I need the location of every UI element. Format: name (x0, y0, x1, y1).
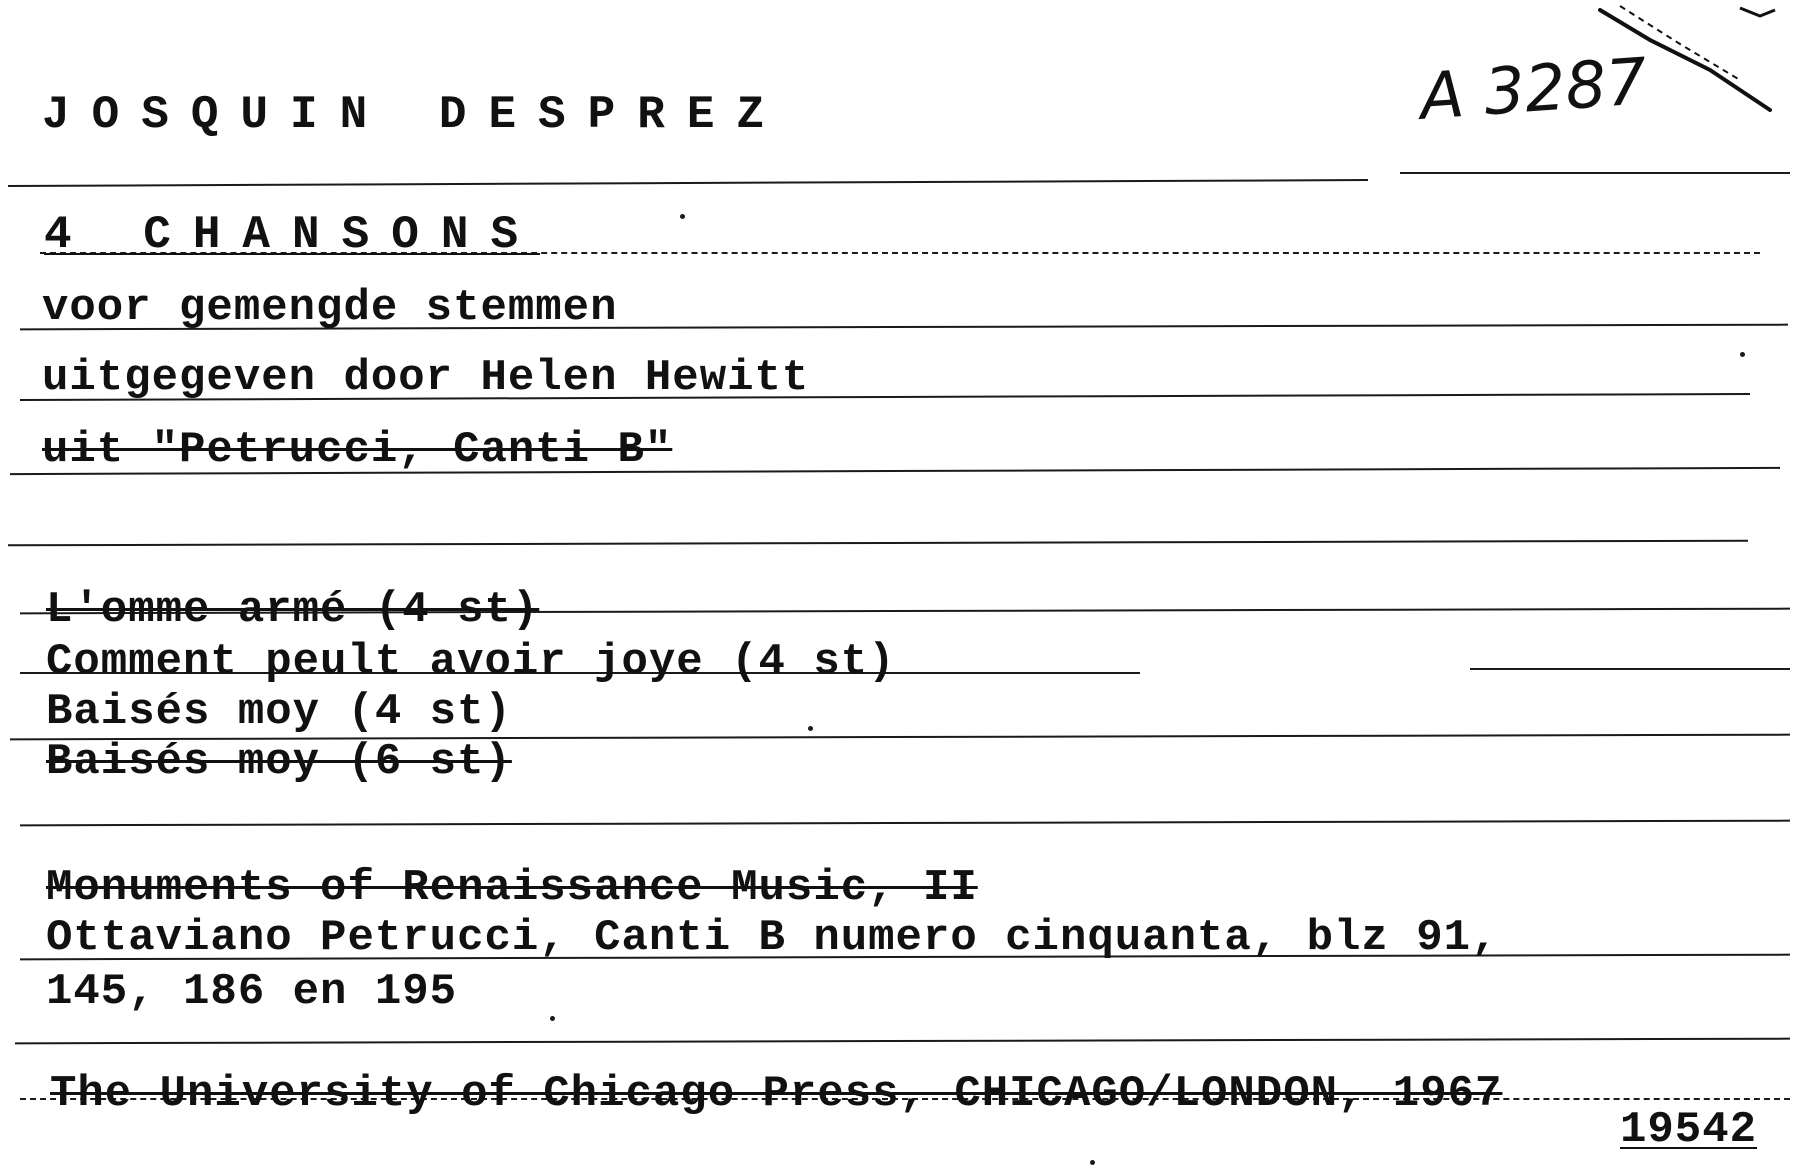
rule-line (1400, 172, 1790, 174)
title-subtitle: voor gemengde stemmen (42, 283, 618, 333)
contents-item: Comment peult avoir joye (4 st) (46, 637, 896, 687)
rule-line (20, 820, 1790, 827)
speck (1090, 1160, 1095, 1165)
title-editor: uitgegeven door Helen Hewitt (42, 353, 810, 403)
rule-line (1470, 668, 1790, 670)
card-number: 19542 (1620, 1105, 1758, 1155)
rule-line (8, 540, 1748, 547)
title-main: 4 CHANSONS (44, 209, 541, 261)
speck (550, 1016, 555, 1021)
rule-line (8, 179, 1368, 187)
title-source: uit "Petrucci, Canti B" (42, 425, 673, 475)
speck (808, 726, 813, 731)
publisher-line: The University of Chicago Press, CHICAGO/LONDON, 1967 (50, 1069, 1503, 1119)
series-line: Monuments of Renaissance Music, II (46, 863, 978, 913)
corner-scribble (1590, 0, 1790, 120)
speck (1740, 352, 1745, 357)
contents-item: Baisés moy (4 st) (46, 687, 512, 737)
handwritten-catalog-mark: A 3287 (1417, 45, 1650, 135)
contents-item: Baisés moy (6 st) (46, 737, 512, 787)
series-line: Ottaviano Petrucci, Canti B numero cinquanta, blz 91, (46, 913, 1499, 963)
rule-line (15, 1038, 1790, 1045)
series-line: 145, 186 en 195 (46, 967, 458, 1017)
composer-name: JOSQUIN DESPREZ (42, 89, 787, 141)
contents-item: L'omme armé (4 st) (46, 585, 540, 635)
speck (680, 214, 685, 219)
